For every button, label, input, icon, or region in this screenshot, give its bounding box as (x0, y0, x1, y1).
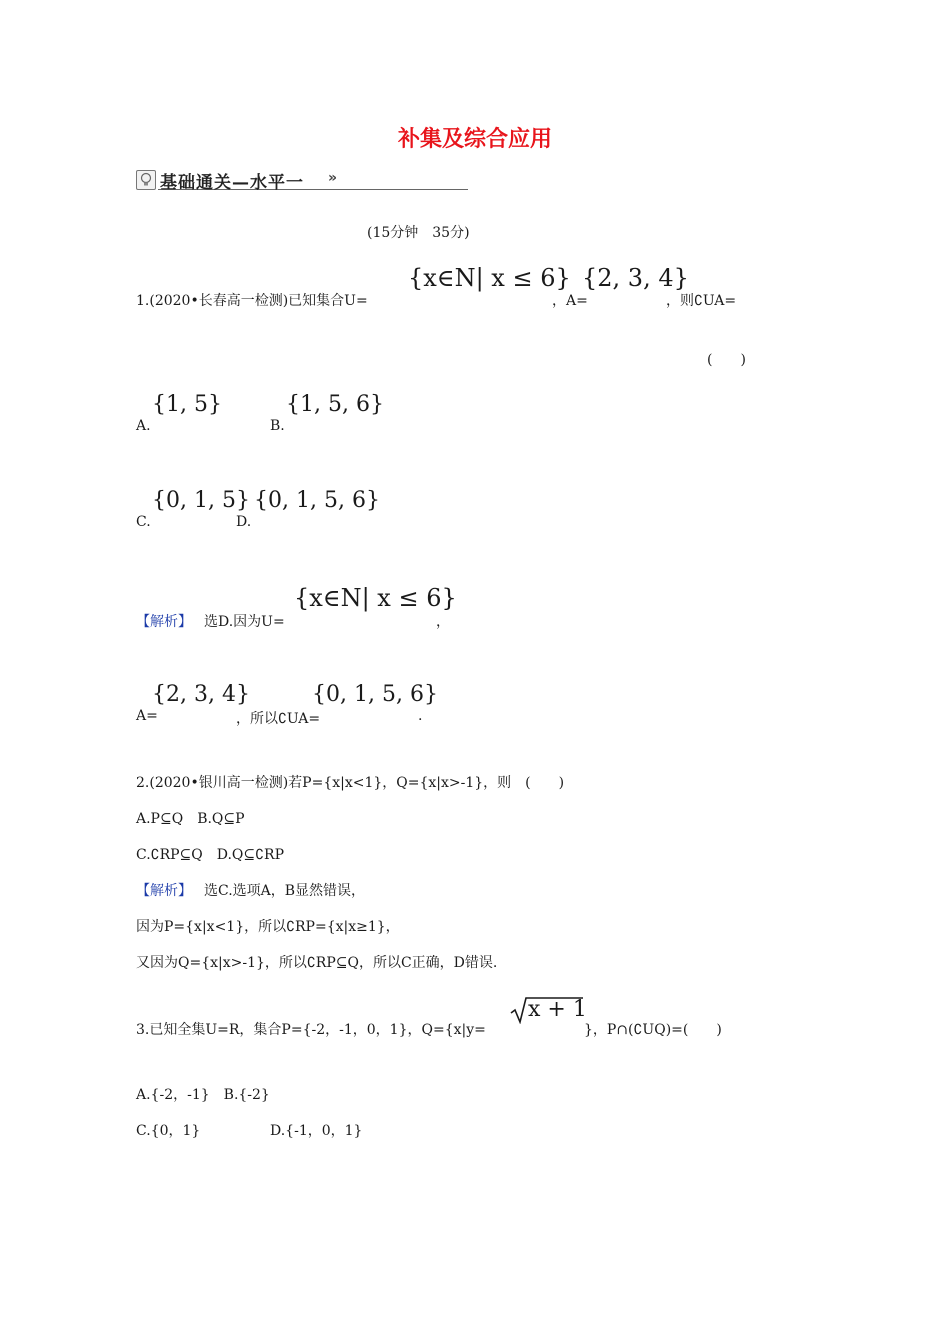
q1-solution-tag: 【解析】 (136, 614, 192, 630)
q1-option-d-label: D. (236, 514, 252, 530)
q3-stem-suffix: }，P∩(∁UQ)=( ) (584, 1022, 722, 1038)
lightbulb-icon (136, 170, 156, 190)
q1-option-b-label: B. (270, 418, 285, 434)
q1-solution-A-label: A= (136, 708, 158, 724)
page-title: 补集及综合应用 (397, 126, 552, 152)
q1-solution-comma: ， (436, 614, 450, 630)
q1-option-b: {1, 5, 6} (286, 392, 384, 417)
double-chevron-icon: » (328, 170, 338, 186)
q1-solution-so: ，所以∁UA= (236, 711, 321, 727)
q1-option-c-label: C. (136, 514, 151, 530)
q3-option-c: C.{0，1} (136, 1123, 201, 1139)
section-label: 基础通关—水平一 (160, 173, 304, 193)
q3-option-d: D.{-1，0，1} (270, 1123, 363, 1139)
q2-solution-tag: 【解析】 (136, 883, 192, 899)
q3-sqrt-expression (510, 996, 587, 1024)
q1-option-d: {0, 1, 5, 6} (254, 488, 380, 513)
q1-solution-set-A: {2, 3, 4} (152, 682, 250, 707)
q2-solution-line-1: 选C.选项A，B显然错误， (204, 883, 366, 899)
q1-solution-text: 选D.因为U= (204, 614, 285, 630)
q1-solution-end: . (418, 708, 423, 724)
q1-option-c: {0, 1, 5} (152, 488, 250, 513)
q1-set-U: {x∈N| x ≤ 6} (408, 264, 571, 292)
q2-options-ab: A.P⊆Q B.Q⊆P (136, 811, 245, 827)
q2-solution-line-2: 因为P={x|x<1}，所以∁RP={x|x≥1}， (136, 919, 400, 935)
q3-options-ab: A.{-2，-1} B.{-2} (136, 1087, 270, 1103)
q3-radicand: x + 1 (528, 997, 587, 1022)
q2-solution-line-3: 又因为Q={x|x>-1}，所以∁RP⊆Q，所以C正确，D错误. (136, 955, 498, 971)
q1-solution-result: {0, 1, 5, 6} (312, 682, 438, 707)
q1-answer-paren: ( ) (707, 352, 746, 368)
q1-comma-A: ，A= (552, 293, 588, 309)
q1-option-a: {1, 5} (152, 392, 222, 417)
q1-stem: 1.(2020•长春高一检测)已知集合U= (136, 293, 368, 309)
time-note: (15分钟 35分) (367, 225, 470, 241)
q2-stem: 2.(2020•银川高一检测)若P={x|x<1}，Q={x|x>-1}，则 ( ) (136, 775, 565, 791)
q1-set-A: {2, 3, 4} (582, 264, 689, 292)
q1-ask: ，则∁UA= (666, 293, 737, 309)
q1-solution-set-U: {x∈N| x ≤ 6} (294, 584, 457, 612)
q2-options-cd: C.∁RP⊆Q D.Q⊆∁RP (136, 847, 284, 863)
q3-stem: 3.已知全集U=R，集合P={-2，-1，0，1}，Q={x|y= (136, 1022, 486, 1038)
q1-option-a-label: A. (136, 418, 151, 434)
